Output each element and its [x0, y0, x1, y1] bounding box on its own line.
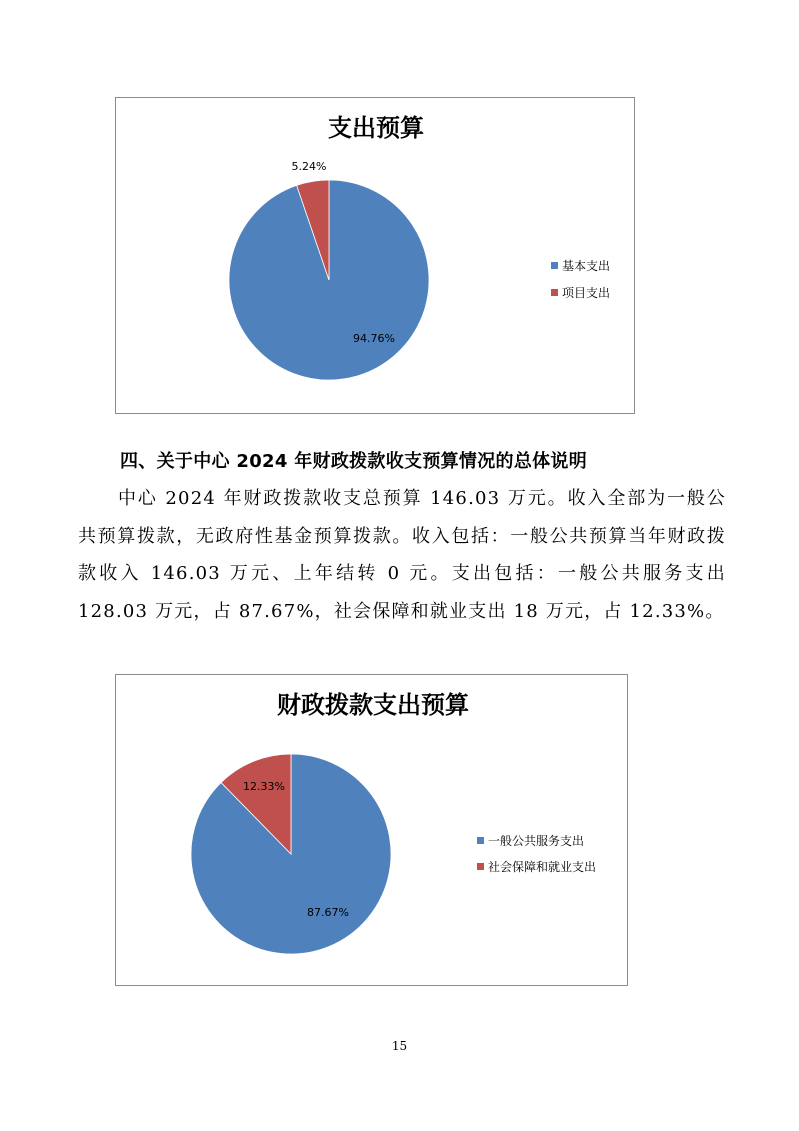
- data-label-general-public-services: 87.67%: [307, 906, 349, 919]
- data-label-basic-expenditure: 94.76%: [353, 332, 395, 345]
- fiscal-appropriation-pie-svg: [116, 675, 629, 987]
- legend-label-general-public-services: 一般公共服务支出: [488, 834, 585, 848]
- legend-swatch-basic-expenditure: [551, 262, 558, 269]
- expenditure-budget-pie-svg: [116, 98, 636, 415]
- legend: [477, 833, 596, 874]
- expenditure-budget-chart: [115, 97, 635, 414]
- legend: [551, 258, 610, 300]
- legend-swatch-project-expenditure: [551, 289, 558, 296]
- chart-title: 支出预算: [328, 114, 424, 142]
- data-label-project-expenditure: 5.24%: [291, 160, 327, 173]
- body-paragraph: 中心 2024 年财政拨款收支总预算 146.03 万元。收入全部为一般公共预算拨款，无政府性基金预算拨款。收入包括：一般公共预算当年财政拨款收入 146.03 万元、上年结转 0 元。支出包括：一般公共服务支出 128.03 万元，占 87.67%，社会保障和就业支出 18 万元，占 12.33%。: [78, 488, 726, 622]
- section-heading: 四、关于中心 2024 年财政拨款收支预算情况的总体说明: [120, 451, 588, 472]
- legend-swatch-general-public-services: [477, 837, 484, 844]
- legend-label-basic-expenditure: 基本支出: [562, 259, 611, 273]
- data-label-social-security: 12.33%: [243, 780, 285, 793]
- legend-label-project-expenditure: 项目支出: [562, 286, 611, 300]
- legend-label-social-security: 社会保障和就业支出: [488, 860, 597, 874]
- fiscal-appropriation-expenditure-chart: [115, 674, 628, 986]
- chart-title: 财政拨款支出预算: [277, 691, 469, 719]
- page-number: 15: [391, 1039, 408, 1053]
- legend-swatch-social-security: [477, 863, 484, 870]
